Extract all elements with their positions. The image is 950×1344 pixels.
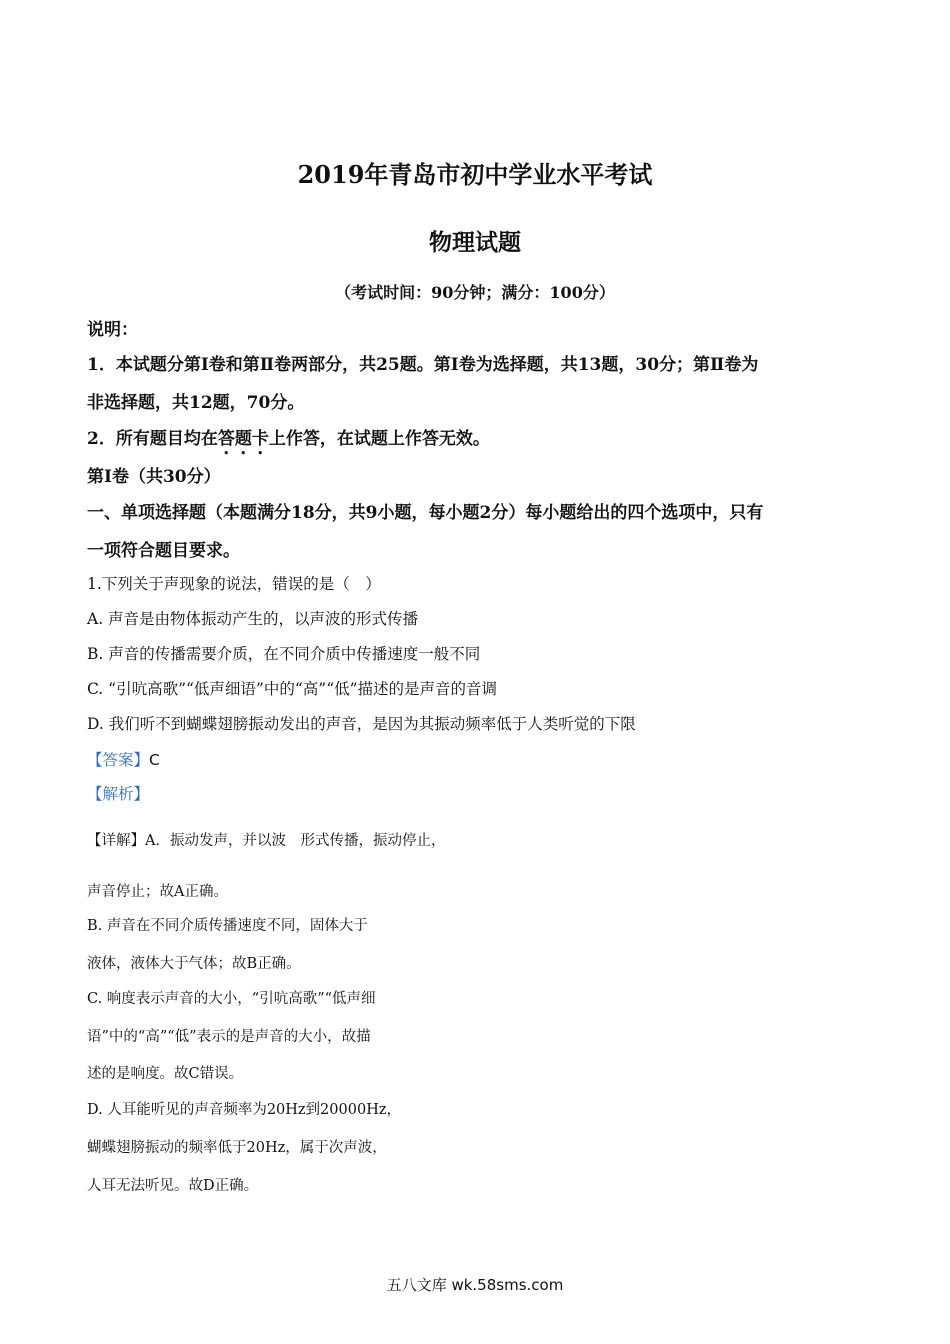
part-heading-line-2: 一项符合题目要求。 <box>87 541 240 561</box>
explanation-line-6: 语”中的“高”“低”表示的是声音的大小，故描 <box>87 1029 371 1045</box>
option-c: C. “引吭高歌”“低声细语”中的“高”“低”描述的是声音的音调 <box>87 680 498 698</box>
explanation-line-3: B. 声音在不同介质传播速度不同，固体大于 <box>87 918 368 934</box>
explanation-text-1: A．振动发声，并以波 形式传播，振动停止， <box>145 833 446 849</box>
answer-value: C <box>149 751 160 769</box>
exam-info: （考试时间：90分钟；满分：100分） <box>335 283 615 302</box>
answer-line <box>87 748 160 770</box>
footer-watermark: 五八文库 wk.58sms.com <box>386 1276 564 1294</box>
instruction-item-1-line-2: 非选择题，共12题，70分。 <box>87 393 305 413</box>
question-stem: 1.下列关于声现象的说法，错误的是（ ） <box>87 575 381 593</box>
volume-title: 第Ⅰ卷（共30分） <box>87 467 221 487</box>
instruction-item-2-post: 上作答，在试题上作答无效。 <box>268 429 490 449</box>
instructions-heading: 说明： <box>87 320 138 340</box>
explanation-line-7: 述的是响度。故C错误。 <box>87 1066 244 1082</box>
explanation-line-5: C. 响度表示声音的大小，“引吭高歌”“低声细 <box>87 991 376 1007</box>
option-d: D. 我们听不到蝴蝶翅膀振动发出的声音，是因为其振动频率低于人类听觉的下限 <box>87 715 636 733</box>
answer-tag: 【答案】 <box>87 751 150 769</box>
explanation-line-2: 声音停止；故A正确。 <box>87 884 228 900</box>
explanation-line-9: 蝴蝶翅膀振动的频率低于20Hz，属于次声波， <box>87 1140 387 1156</box>
detail-tag: 【详解】 <box>87 833 145 849</box>
part-heading-line-1: 一、单项选择题（本题满分18分，共9小题，每小题2分）每小题给出的四个选项中，只有 <box>87 503 764 523</box>
option-b: B. 声音的传播需要介质，在不同介质中传播速度一般不同 <box>87 645 481 663</box>
analysis-tag: 【解析】 <box>87 785 150 803</box>
option-a: A. 声音是由物体振动产生的，以声波的形式传播 <box>87 610 419 628</box>
explanation-line-8: D. 人耳能听见的声音频率为20Hz到20000Hz， <box>87 1102 401 1118</box>
answer-sheet-emphasis: 答题卡 <box>217 429 269 449</box>
instruction-item-1-line-1: 1．本试题分第Ⅰ卷和第Ⅱ卷两部分，共25题。第Ⅰ卷为选择题，共13题，30分；第Ⅱ卷为 <box>87 355 759 375</box>
instruction-item-2 <box>87 424 490 459</box>
explanation-line-10: 人耳无法听见。故D正确。 <box>87 1178 259 1194</box>
exam-title: 2019年青岛市初中学业水平考试 <box>297 160 653 189</box>
explanation-line-4: 液体，液体大于气体；故B正确。 <box>87 956 301 972</box>
explanation-line-1 <box>87 829 445 850</box>
instruction-item-2-pre: 2．所有题目均在 <box>87 429 218 449</box>
exam-subtitle: 物理试题 <box>429 229 521 256</box>
